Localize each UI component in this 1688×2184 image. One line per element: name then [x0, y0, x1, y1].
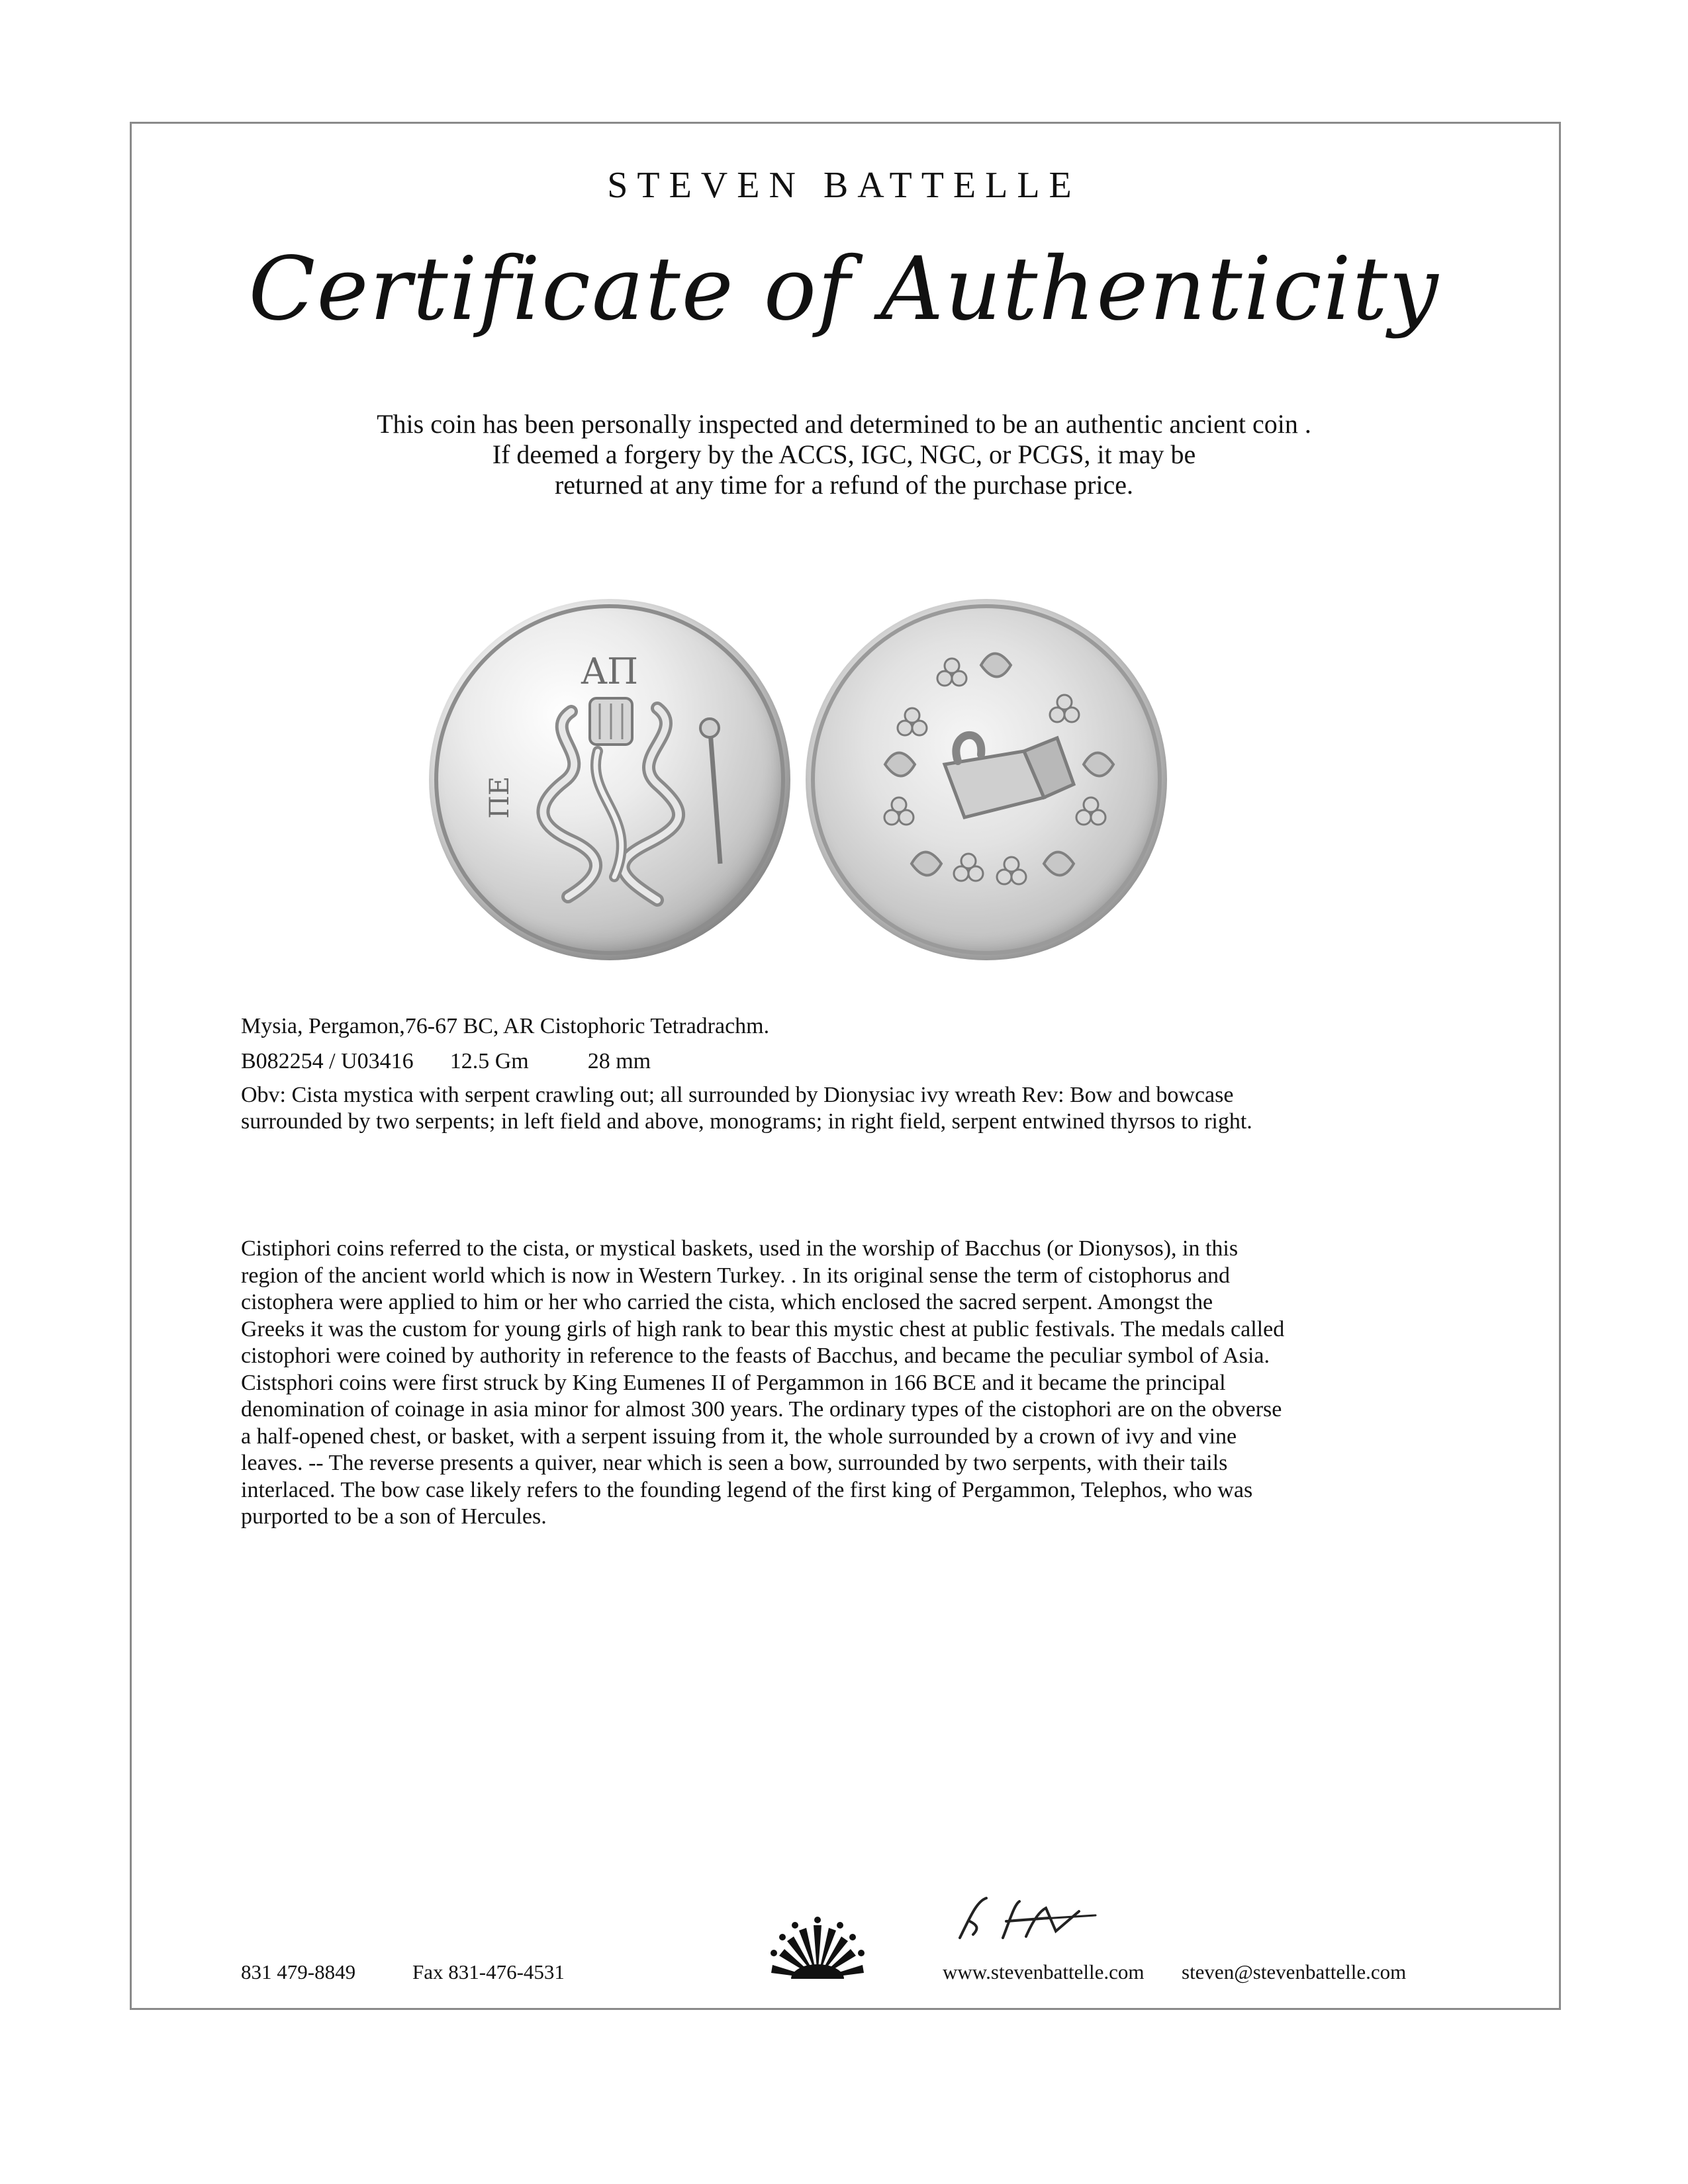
history-line: Cistsphori coins were first struck by King Eumenes II of Pergammon in 166 BCE and it became the principal: [241, 1370, 1226, 1395]
guarantee-statement: [0, 409, 1688, 500]
coin-reverse-image: [806, 599, 1167, 960]
guarantee-line: This coin has been personally inspected and determined to be an authentic ancient coin .: [377, 409, 1311, 439]
footer-phone: 831 479-8849: [241, 1960, 356, 1983]
history-line: Greeks it was the custom for young girls of high rank to bear this mystic chest at public festivals. The medals called: [241, 1316, 1285, 1342]
sunburst-fan-icon: [765, 1916, 870, 1985]
brand-name: STEVEN BATTELLE: [607, 165, 1081, 206]
footer-website[interactable]: www.stevenbattelle.com: [943, 1960, 1145, 1983]
history-line: interlaced. The bow case likely refers to the founding legend of the first king of Pergammon, Telephos, who was: [241, 1477, 1253, 1502]
coin-obverse-image: [429, 599, 790, 960]
coin-name: Mysia, Pergamon,76-67 BC, AR Cistophoric Tetradrachm.: [241, 1014, 770, 1038]
description-line: Obv: Cista mystica with serpent crawling out; all surrounded by Dionysiac ivy wreath Rev: Bow and bowcase: [241, 1083, 1234, 1107]
coin-description: [241, 1082, 1406, 1135]
history-line: Cistiphori coins referred to the cista, or mystical baskets, used in the worship of Bacchus (or Dionysos), in this: [241, 1236, 1239, 1261]
history-line: leaves. -- The reverse presents a quiver, near which is seen a bow, surrounded by two serpents, with their tails: [241, 1451, 1228, 1475]
footer-email[interactable]: steven@stevenbattelle.com: [1182, 1960, 1407, 1983]
history-line: cistophori were coined by authority in reference to the feasts of Bacchus, and became the peculiar symbol of Asia.: [241, 1343, 1270, 1368]
description-line: surrounded by two serpents; in left field and above, monograms; in right field, serpent entwined thyrsos to right.: [241, 1109, 1252, 1134]
history-line: denomination of coinage in asia minor for almost 300 years. The ordinary types of the cistophori are on the obverse: [241, 1397, 1282, 1422]
obverse-legend-top: ΑΠ: [581, 651, 639, 692]
history-line: purported to be a son of Hercules.: [241, 1504, 547, 1529]
obverse-legend-left: ΠΕ: [485, 776, 515, 819]
guarantee-line: If deemed a forgery by the ACCS, IGC, NGC, or PCGS, it may be: [492, 439, 1196, 469]
guarantee-line: returned at any time for a refund of the purchase price.: [554, 470, 1134, 500]
signature-mark: [940, 1891, 1139, 1948]
coin-diameter: 28 mm: [587, 1049, 651, 1073]
footer-fax: Fax 831-476-4531: [412, 1960, 565, 1983]
certificate-title: Certificate of Authenticity: [248, 238, 1440, 340]
history-paragraph: [241, 1236, 1284, 1531]
history-line: a half-opened chest, or basket, with a serpent issuing from it, the whole surrounded by a crown of ivy and vine: [241, 1424, 1237, 1449]
history-line: region of the ancient world which is now in Western Turkey. . In its original sense the term of cistophorus and: [241, 1263, 1230, 1288]
inventory-number: B082254 / U03416: [241, 1049, 414, 1073]
coin-specs: [241, 1049, 651, 1074]
coin-weight: 12.5 Gm: [449, 1049, 529, 1073]
history-line: cistophera were applied to him or her who carried the cista, which enclosed the sacred serpent. Amongst the: [241, 1290, 1213, 1314]
